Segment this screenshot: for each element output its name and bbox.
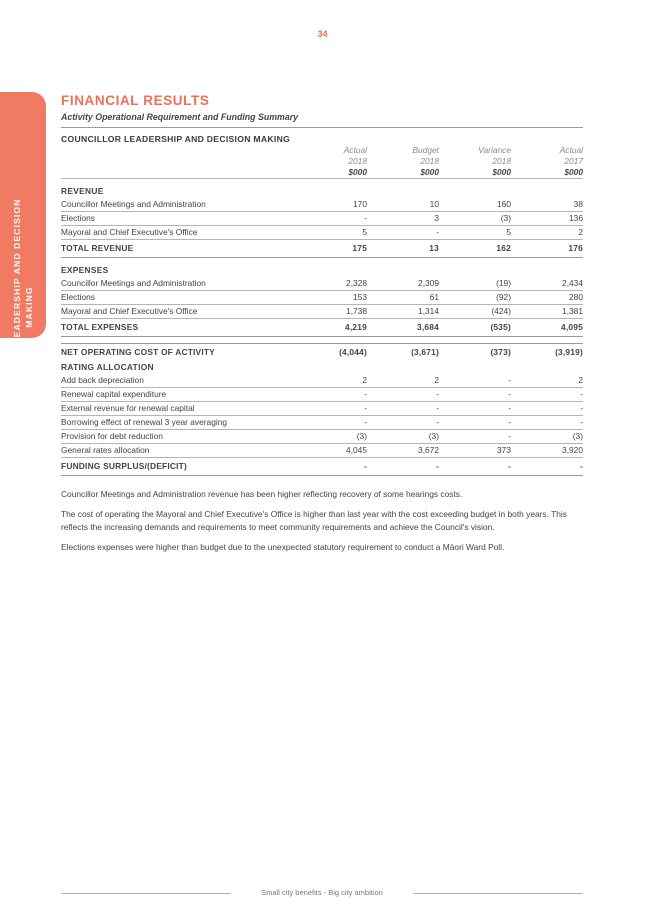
total-value: (4,044) [295, 344, 367, 362]
row-label: Elections [61, 212, 295, 226]
row-value: 170 [295, 198, 367, 212]
expenses-heading-row [61, 258, 583, 278]
column-unit: $000 [367, 167, 439, 179]
table-row [61, 291, 583, 305]
table-row [61, 388, 583, 402]
row-value: - [511, 388, 583, 402]
row-value: - [439, 374, 511, 388]
row-value: - [295, 212, 367, 226]
column-year: 2018 [420, 156, 439, 166]
column-header-years [61, 156, 583, 167]
row-value: 2,328 [295, 277, 367, 291]
commentary-paragraph: The cost of operating the Mayoral and Chief Executive's Office is higher than last year with the cost exceeding budget in both years. This reflects the increasing demands and requirements to meet community requirements and achieve the Council's vision. [61, 508, 567, 532]
column-label: Budget [412, 145, 439, 155]
footer-rule [61, 893, 231, 894]
row-value: 153 [295, 291, 367, 305]
rating-heading: RATING ALLOCATION [61, 362, 154, 372]
table-row [61, 198, 583, 212]
row-value: 2,309 [367, 277, 439, 291]
row-label: Mayoral and Chief Executive's Office [61, 305, 295, 319]
row-value: - [367, 416, 439, 430]
row-value: 4,045 [295, 444, 367, 458]
section-heading: COUNCILLOR LEADERSHIP AND DECISION MAKING [61, 134, 291, 144]
row-value: 61 [367, 291, 439, 305]
table-row [61, 444, 583, 458]
total-label: FUNDING SURPLUS/(DEFICIT) [61, 458, 295, 476]
row-value: - [439, 388, 511, 402]
row-label: External revenue for renewal capital [61, 402, 295, 416]
row-value: 373 [439, 444, 511, 458]
column-year: 2017 [564, 156, 583, 166]
row-value: - [367, 226, 439, 240]
row-label: Provision for debt reduction [61, 430, 295, 444]
row-value: (3) [511, 430, 583, 444]
table-row [61, 430, 583, 444]
row-value: (3) [367, 430, 439, 444]
column-unit: $000 [439, 167, 511, 179]
row-value: (92) [439, 291, 511, 305]
total-label: TOTAL EXPENSES [61, 319, 295, 337]
row-value: 2 [511, 226, 583, 240]
row-value: - [439, 402, 511, 416]
total-value: (3,671) [367, 344, 439, 362]
total-value: (535) [439, 319, 511, 337]
row-value: - [367, 388, 439, 402]
column-label: Actual [343, 145, 367, 155]
column-label: Actual [559, 145, 583, 155]
column-year: 2018 [348, 156, 367, 166]
row-value: - [439, 416, 511, 430]
total-value: (3,919) [511, 344, 583, 362]
total-value: - [439, 458, 511, 476]
row-value: 3,920 [511, 444, 583, 458]
total-value: 13 [367, 240, 439, 258]
total-value: - [367, 458, 439, 476]
column-header-units [61, 167, 583, 179]
total-value: 4,219 [295, 319, 367, 337]
row-label: Councillor Meetings and Administration [61, 198, 295, 212]
net-operating-cost-row [61, 344, 583, 362]
row-value: (3) [295, 430, 367, 444]
table-row [61, 305, 583, 319]
row-label: Borrowing effect of renewal 3 year averaging [61, 416, 295, 430]
row-value: (3) [439, 212, 511, 226]
revenue-heading-row [61, 179, 583, 199]
row-value: 1,381 [511, 305, 583, 319]
commentary [61, 488, 583, 554]
row-value: 2 [295, 374, 367, 388]
revenue-heading: REVENUE [61, 186, 104, 196]
row-label: Add back depreciation [61, 374, 295, 388]
table-row [61, 226, 583, 240]
row-value: 1,314 [367, 305, 439, 319]
row-label: Elections [61, 291, 295, 305]
row-value: 38 [511, 198, 583, 212]
row-value: - [295, 388, 367, 402]
row-value: 280 [511, 291, 583, 305]
side-tab-label: COUNCILLOR LEADERSHIP AND DECISION MAKING [12, 198, 34, 416]
funding-summary-table [61, 145, 583, 476]
row-label: Councillor Meetings and Administration [61, 277, 295, 291]
column-label: Variance [478, 145, 511, 155]
rating-heading-row [61, 361, 583, 374]
row-value: - [439, 430, 511, 444]
total-value: 162 [439, 240, 511, 258]
page-title: FINANCIAL RESULTS [61, 93, 210, 108]
table-row [61, 277, 583, 291]
footer-rule [413, 893, 583, 894]
footer-text: Small city benefits - Big city ambition [261, 888, 383, 897]
row-label: General rates allocation [61, 444, 295, 458]
row-value: (19) [439, 277, 511, 291]
row-value: - [367, 402, 439, 416]
column-unit: $000 [511, 167, 583, 179]
row-value: 5 [295, 226, 367, 240]
funding-surplus-row [61, 458, 583, 476]
total-expenses-row [61, 319, 583, 337]
row-value: 160 [439, 198, 511, 212]
table-row [61, 212, 583, 226]
row-value: - [295, 416, 367, 430]
row-value: 3 [367, 212, 439, 226]
row-value: 2 [367, 374, 439, 388]
page-footer [61, 887, 583, 899]
column-header-labels [61, 145, 583, 156]
title-rule [61, 127, 583, 128]
row-value: 3,672 [367, 444, 439, 458]
total-value: 3,684 [367, 319, 439, 337]
row-value: 2,434 [511, 277, 583, 291]
total-label: TOTAL REVENUE [61, 240, 295, 258]
commentary-paragraph: Councillor Meetings and Administration revenue has been higher reflecting recovery of some hearings costs. [61, 489, 463, 499]
page-number: 34 [317, 29, 328, 39]
total-revenue-row [61, 240, 583, 258]
row-value: 2 [511, 374, 583, 388]
row-value: 136 [511, 212, 583, 226]
column-year: 2018 [492, 156, 511, 166]
total-value: 4,095 [511, 319, 583, 337]
row-value: - [295, 402, 367, 416]
row-label: Renewal capital expenditure [61, 388, 295, 402]
row-value: - [511, 416, 583, 430]
row-value: 10 [367, 198, 439, 212]
side-tab [0, 92, 46, 416]
expenses-heading: EXPENSES [61, 265, 109, 275]
row-value: (424) [439, 305, 511, 319]
row-value: 5 [439, 226, 511, 240]
row-value: - [511, 402, 583, 416]
commentary-paragraph: Elections expenses were higher than budget due to the unexpected statutory requirement to conduct a Māori Ward Poll. [61, 541, 505, 552]
table-row [61, 374, 583, 388]
table-row [61, 402, 583, 416]
column-unit: $000 [295, 167, 367, 179]
total-value: 175 [295, 240, 367, 258]
main-content [61, 92, 583, 560]
row-value: 1,738 [295, 305, 367, 319]
page-subtitle: Activity Operational Requirement and Funding Summary [61, 112, 299, 122]
total-label: NET OPERATING COST OF ACTIVITY [61, 344, 295, 362]
total-value: 176 [511, 240, 583, 258]
total-value: - [511, 458, 583, 476]
total-value: (373) [439, 344, 511, 362]
table-row [61, 416, 583, 430]
total-value: - [295, 458, 367, 476]
row-label: Mayoral and Chief Executive's Office [61, 226, 295, 240]
